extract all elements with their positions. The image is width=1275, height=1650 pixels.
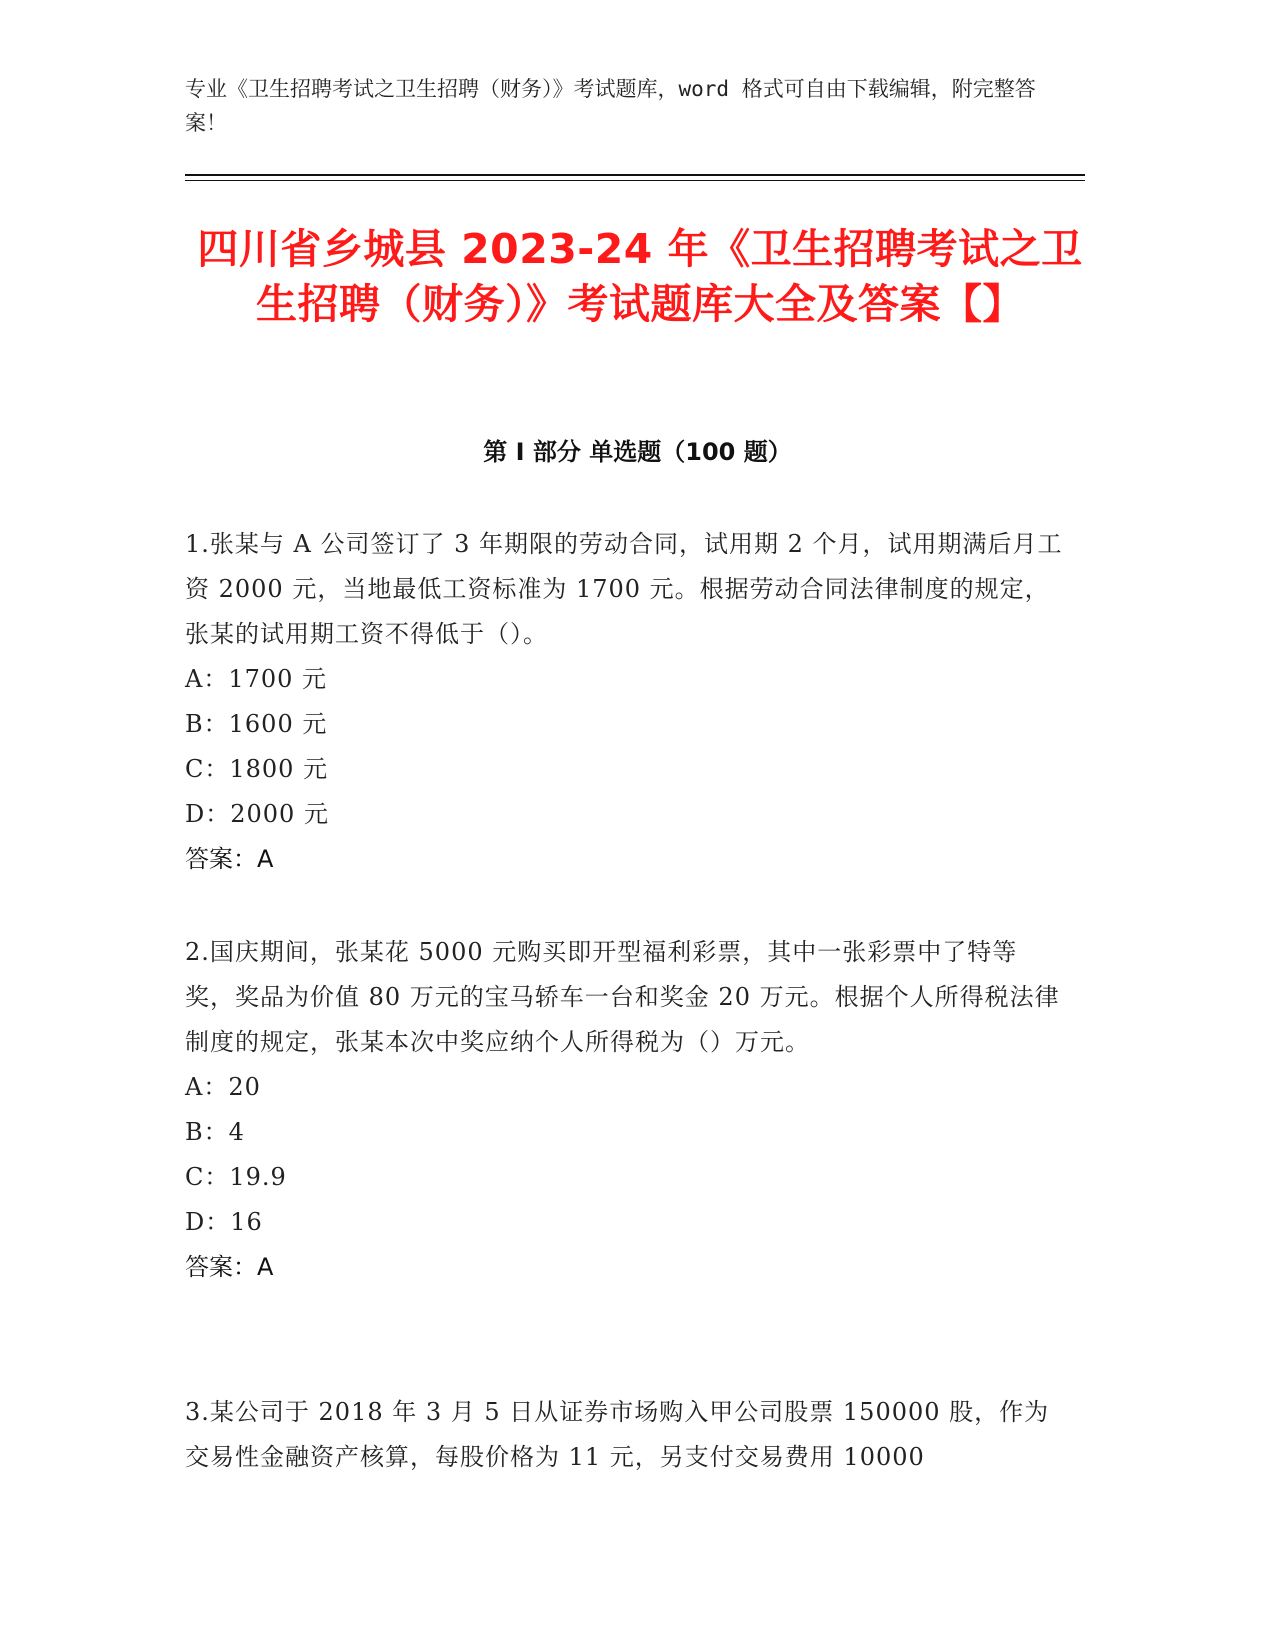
answer: 答案：A [185,1253,274,1281]
option-c: C：19.9 [185,1163,287,1191]
question-stem: 1.张某与 A 公司签订了 3 年期限的劳动合同，试用期 2 个月，试用期满后月工资 2000 元，当地最低工资标准为 1700 元。根据劳动合同法律制度的规定，张某的试用期工资不得低于（）。 [185,530,1063,648]
header-divider-thin [185,180,1085,181]
option-a: A：1700 元 [185,665,328,693]
option-a: A：20 [185,1073,261,1101]
document-title: 四川省乡城县 2023-24 年《卫生招聘考试之卫生招聘（财务）》考试题库大全及答案【】 [197,225,1083,328]
question-stem: 3.某公司于 2018 年 3 月 5 日从证券市场购入甲公司股票 150000 股，作为交易性金融资产核算，每股价格为 11 元，另支付交易费用 10000 [185,1398,1050,1471]
question-1 [185,522,1065,882]
question-stem: 2.国庆期间，张某花 5000 元购买即开型福利彩票，其中一张彩票中了特等奖，奖品为价值 80 万元的宝马轿车一台和奖金 20 万元。根据个人所得税法律制度的规定，张某本次中奖应纳个人所得税为（）万元。 [185,938,1060,1056]
question-3 [185,1390,1065,1480]
header-note: 专业《卫生招聘考试之卫生招聘（财务）》考试题库，word 格式可自由下载编辑，附完整答案！ [185,77,1036,135]
option-b: B：4 [185,1118,245,1146]
section-heading: 第 I 部分 单选题（100 题） [483,438,792,466]
option-b: B：1600 元 [185,710,328,738]
option-c: C：1800 元 [185,755,329,783]
answer: 答案：A [185,845,274,873]
option-d: D：2000 元 [185,800,329,828]
header-divider-thick [185,174,1085,176]
question-2 [185,930,1065,1290]
option-d: D：16 [185,1208,263,1236]
